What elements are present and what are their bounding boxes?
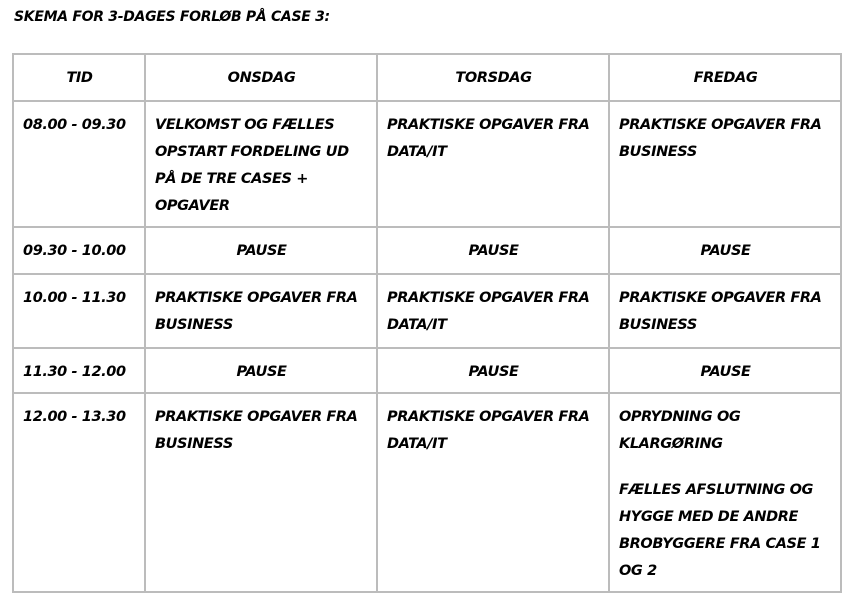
time-cell: 12.00 - 13.30 [13,393,145,592]
schedule-table [12,53,842,593]
column-header-torsdag: TORSDAG [377,54,609,101]
torsdag-cell: PRAKTISKE OPGAVER FRA DATA/IT [377,393,609,592]
column-header-tid: TID [13,54,145,101]
onsdag-cell: PAUSE [145,227,377,274]
torsdag-cell: PAUSE [377,227,609,274]
page-heading: SKEMA FOR 3-DAGES FORLØB PÅ CASE 3: [14,9,330,25]
table-row [13,348,841,393]
fredag-cell: PRAKTISKE OPGAVER FRA BUSINESS [609,274,841,348]
table-header-row [13,54,841,101]
fredag-cell: PAUSE [609,348,841,393]
fredag-cell: PRAKTISKE OPGAVER FRA BUSINESS [609,101,841,227]
fredag-cell [609,393,841,592]
torsdag-cell: PRAKTISKE OPGAVER FRA DATA/IT [377,274,609,348]
time-cell: 10.00 - 11.30 [13,274,145,348]
table-row [13,227,841,274]
time-cell: 09.30 - 10.00 [13,227,145,274]
onsdag-cell: PRAKTISKE OPGAVER FRA BUSINESS [145,393,377,592]
fredag-cell-line-2: FÆLLES AFSLUTNING OG HYGGE MED DE ANDRE BROBYGGERE FRA CASE 1 OG 2 [619,482,821,579]
time-cell: 11.30 - 12.00 [13,348,145,393]
table-row [13,101,841,227]
column-header-onsdag: ONSDAG [145,54,377,101]
torsdag-cell: PRAKTISKE OPGAVER FRA DATA/IT [377,101,609,227]
column-header-fredag: FREDAG [609,54,841,101]
onsdag-cell: PRAKTISKE OPGAVER FRA BUSINESS [145,274,377,348]
onsdag-cell: VELKOMST OG FÆLLES OPSTART FORDELING UD PÅ DE TRE CASES + OPGAVER [145,101,377,227]
fredag-cell: PAUSE [609,227,841,274]
torsdag-cell: PAUSE [377,348,609,393]
onsdag-cell: PAUSE [145,348,377,393]
fredag-cell-line-1: OPRYDNING OG KLARGØRING [619,409,741,452]
table-row [13,393,841,592]
time-cell: 08.00 - 09.30 [13,101,145,227]
table-row [13,274,841,348]
